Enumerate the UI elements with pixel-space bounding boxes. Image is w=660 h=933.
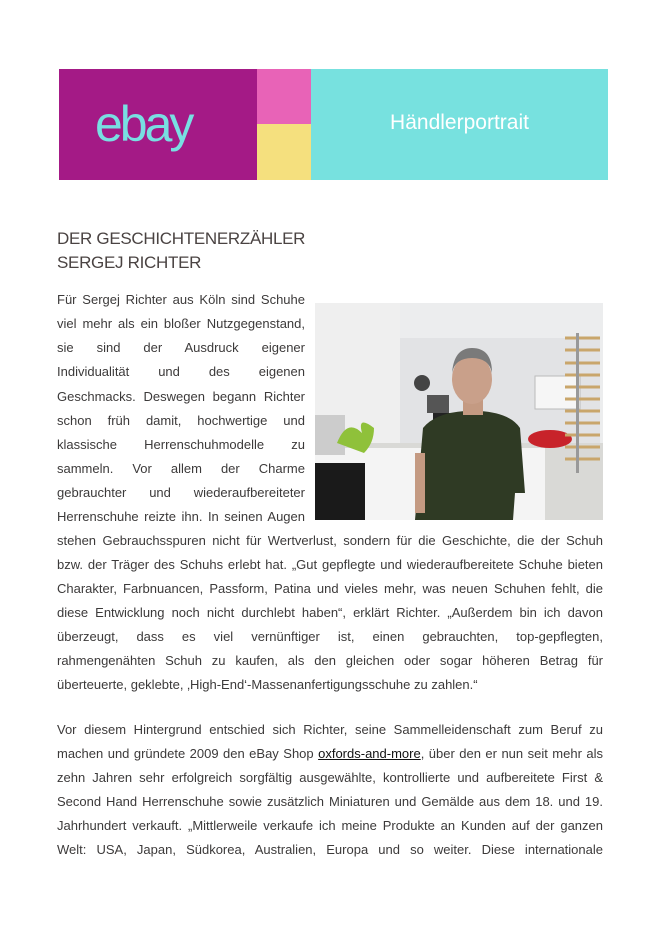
text-segment: , über den er nun seit mehr als (420, 746, 603, 761)
text-line: Individualität und des eigenen (57, 364, 305, 379)
text-line: Herrenschuhe reizte ihn. In seinen Augen (57, 509, 305, 524)
banner-pink-block (257, 69, 311, 124)
text-line: schon früh damit, hochwertige und (57, 413, 305, 428)
text-line: sie sind der Ausdruck eigener (57, 340, 305, 355)
ebay-logo: ebay (95, 96, 192, 152)
article-title: DER GESCHICHTENERZÄHLER (57, 229, 306, 248)
text-line (57, 742, 603, 766)
text-line: sammeln. Vor allem der Charme (57, 461, 305, 476)
text-line: viel mehr als ein bloßer Nutzgegenstand, (57, 316, 305, 331)
ebay-banner (59, 69, 608, 180)
text-line: überzeugt, dass es viel vernünftiger ist, einen gebrauchten, top-gepflegten, (57, 629, 603, 644)
shop-link[interactable]: oxfords-and-more (318, 746, 421, 761)
text-line: Geschmacks. Deswegen begann Richter (57, 389, 305, 404)
text-line: gebrauchter und wiederaufbereiteter (57, 485, 305, 500)
text-segment: machen und gründete 2009 den eBay Shop (57, 746, 319, 761)
text-line: Vor diesem Hintergrund entschied sich Richter, seine Sammelleidenschaft zum Beruf zu (57, 722, 603, 737)
banner-purple-block (59, 69, 257, 180)
text-line: Second Hand Herrenschuhe sowie zusätzlich Miniaturen und Gemälde aus dem 18. und 19. (57, 794, 603, 809)
text-line: Charakter, Farbnuancen, Passform, Patina und vieles mehr, was neuen Schuhen fehlt, die (57, 581, 603, 596)
text-line: überteuerte, geklebte, ‚High-End‘-Massenanfertigungsschuhe zu zahlen.“ (57, 677, 478, 692)
text-line: Für Sergej Richter aus Köln sind Schuhe (57, 292, 305, 307)
text-line: klassische Herrenschuhmodelle zu (57, 437, 305, 452)
text-line: stehen Gebrauchsspuren nicht für Wertverlust, sondern für die Geschichte, die der Schuh (57, 533, 603, 548)
banner-yellow-block (257, 124, 311, 180)
banner-cyan-block (311, 69, 608, 180)
text-line: rahmengenähten Schuh zu kaufen, als den gleichen oder sogar höheren Betrag für (57, 653, 603, 668)
text-line: zehn Jahren sehr erfolgreich sorgfältig ausgewählte, kontrollierte und aufbereitete First & (57, 770, 603, 785)
text-line: diese Entwicklung noch nicht durchlebt haben“, erklärt Richter. „Außerdem bin ich davon (57, 605, 603, 620)
text-line: Jahrhundert verkauft. „Mittlerweile verkaufe ich meine Produkte an Kunden auf der ganzen (57, 818, 603, 833)
text-line: Welt: USA, Japan, Südkorea, Australien, Europa und so weiter. Diese internationale (57, 842, 603, 857)
portrait-photo (315, 303, 603, 520)
article-subtitle: SERGEJ RICHTER (57, 253, 202, 272)
text-line: bzw. der Träger des Schuhs erlebt hat. „Gut gepflegte und wiederaufbereitete Schuhe bieten (57, 557, 603, 572)
banner-title: Händlerportrait (390, 111, 529, 134)
